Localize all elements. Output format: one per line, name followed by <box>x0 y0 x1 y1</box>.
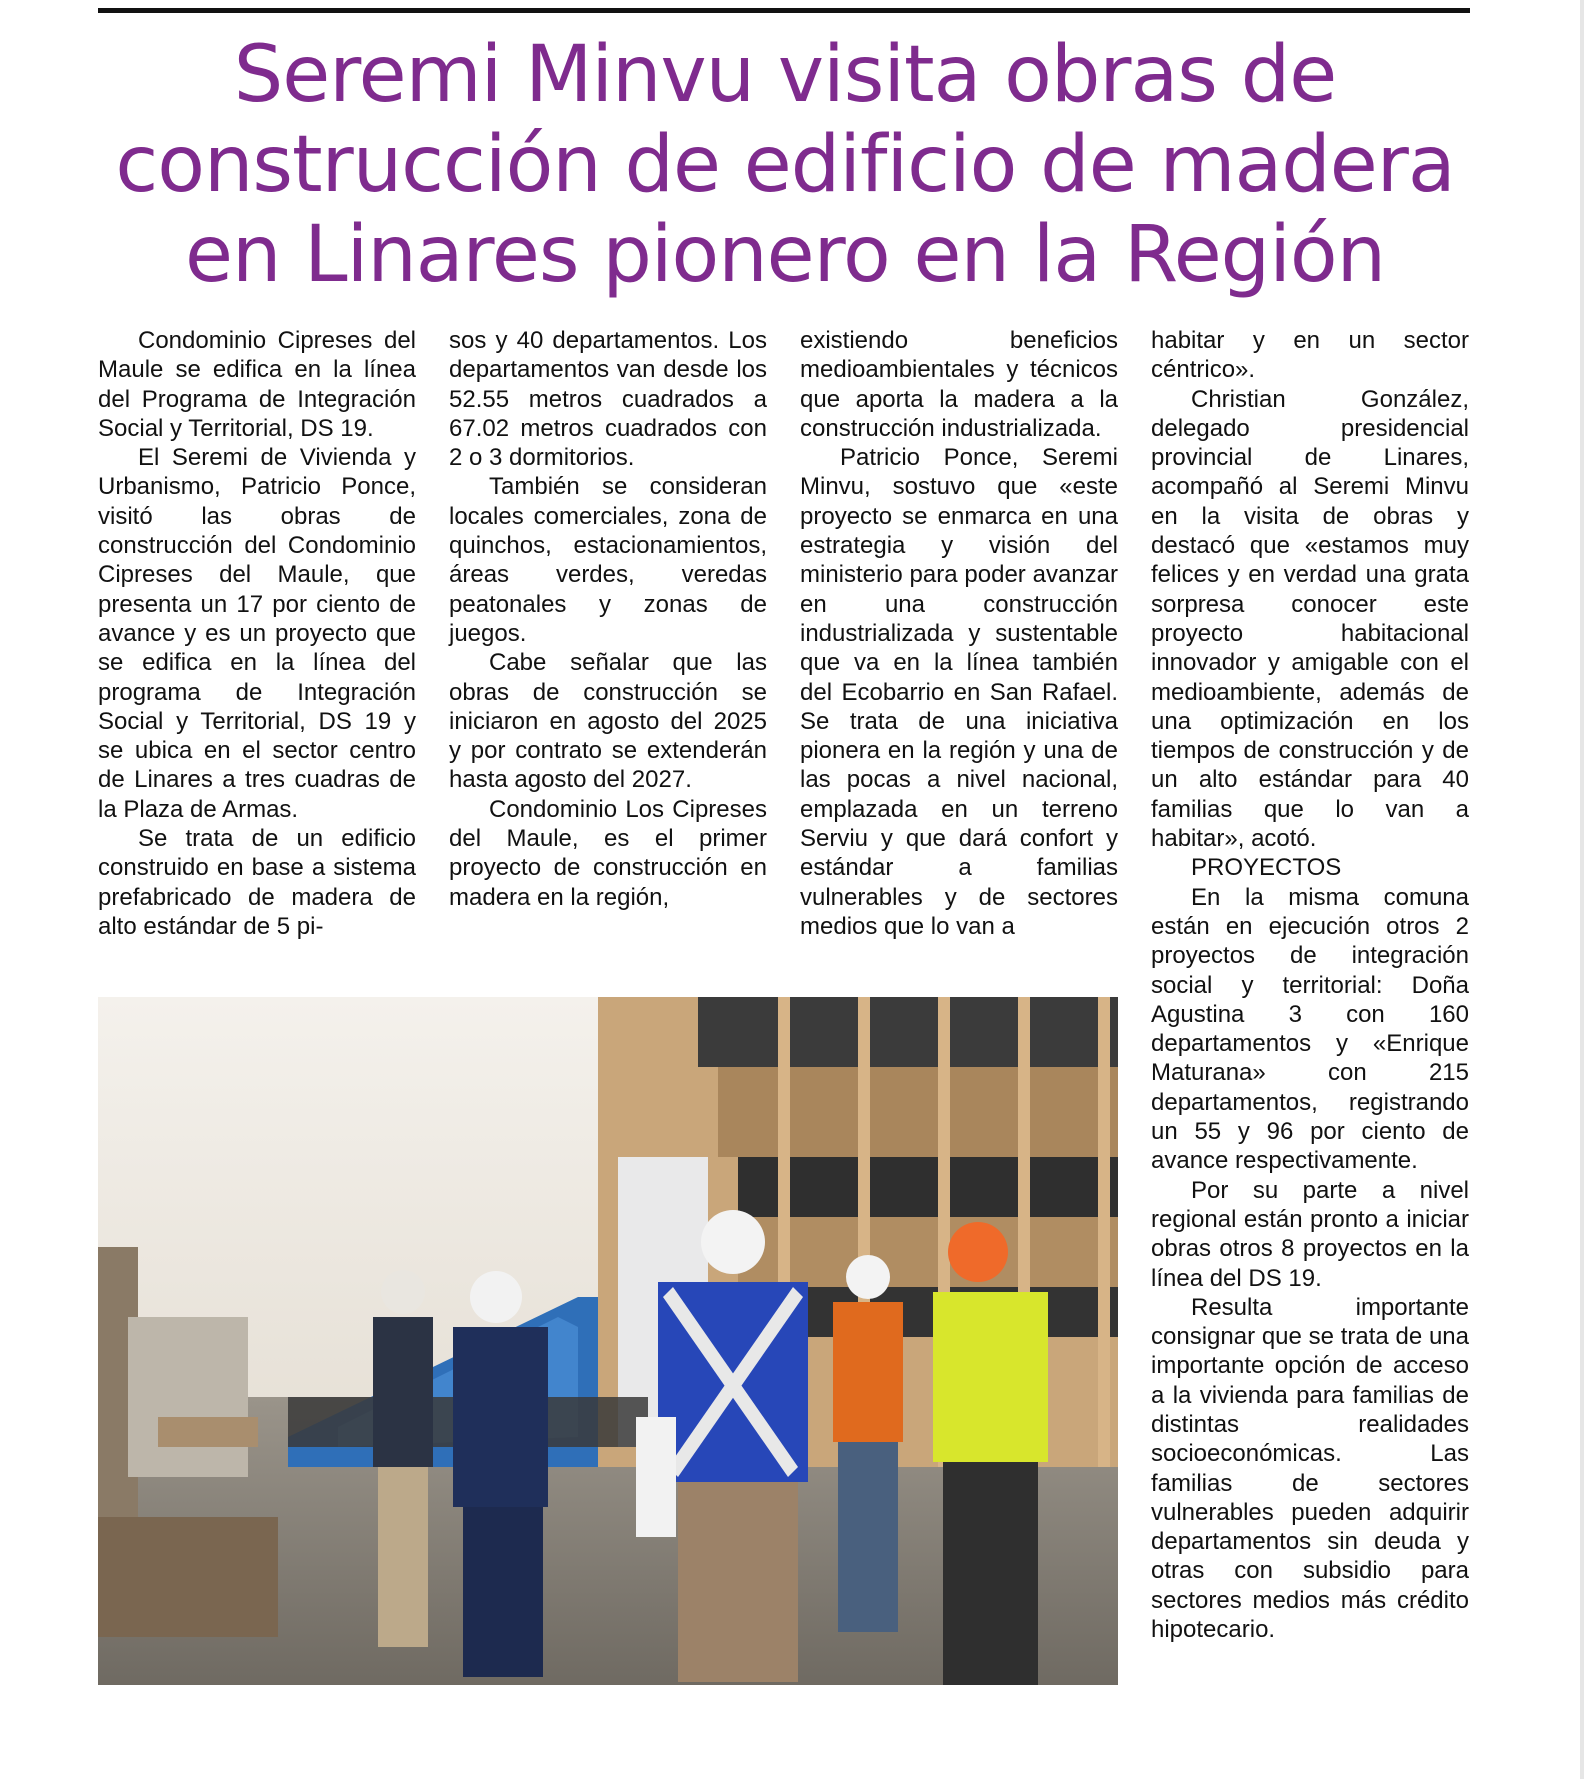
paragraph: El Seremi de Vivienda y Urbanismo, Patricio Ponce, visitó las obras de construcción del Condominio Cipreses del Maule, que presenta un 17 por ciento de avance y es un proyecto que se edifica en la línea del programa de Integración Social y Territorial, DS 19 y se ubica en el sector centro de Linares a tres cuadras de la Plaza de Armas. <box>98 444 416 823</box>
paragraph: Condominio Los Cipreses del Maule, es el primer proyecto de construcción en madera en la región, <box>449 795 767 911</box>
top-rule <box>98 8 1470 13</box>
paragraph: Por su parte a nivel regional están pronto a iniciar obras otros 8 proyectos en la línea del DS 19. <box>1151 1176 1469 1292</box>
paragraph: También se consideran locales comerciales, zona de quinchos, estacionamientos, áreas verdes, veredas peatonales y zonas de juegos. <box>449 473 767 647</box>
floor-slab-mid <box>738 1157 1118 1217</box>
paragraph: Se trata de un edificio construido en base a sistema prefabricado de madera de alto estándar de 5 pi- <box>98 825 416 940</box>
article-column-1 <box>98 326 416 941</box>
person-orange-vest <box>833 1255 903 1632</box>
paragraph: Patricio Ponce, Seremi Minvu, sostuvo que «este proyecto se enmarca en una estrategia y visión del ministerio para poder avanzar en una construcción industrializada y sustentable que va en la línea también del Ecobarrio en San Rafael. Se trata de una iniciativa pionera en la región y una de las pocas a nivel nacional, emplazada en un terreno Serviu y que dará confort y estándar a familias vulnerables y de sectores medios que lo van a <box>800 444 1118 940</box>
paragraph: sos y 40 departamentos. Los departamentos van desde los 52.55 metros cuadrados a 67.02 metros cuadrados con 2 o 3 dormitorios. <box>449 327 767 472</box>
wood-pile <box>98 1517 278 1637</box>
wood-board <box>158 1417 258 1447</box>
person-navy-suit <box>453 1271 548 1677</box>
paragraph: En la misma comuna están en ejecución otros 2 proyectos de integración social y territorial: Doña Agustina 3 con 160 departamentos y «Enrique Maturana» con 215 departamentos, registrando un 55 y 96 por ciento de avance respectivamente. <box>1151 883 1469 1175</box>
article-column-2 <box>449 326 767 912</box>
headline-line-3: en Linares pionero en la Región <box>184 210 1386 300</box>
construction-site-photo <box>98 997 1118 1685</box>
paragraph: Resulta importante consignar que se trata de una importante opción de acceso a la vivienda para familias de distintas realidades socioeconómicas. Las familias de sectores vulnerables pueden adquirir departamentos sin deuda y otras con subsidio para sectores medios más crédito hipotecario. <box>1151 1293 1469 1644</box>
paragraph: existiendo beneficios medioambientales y técnicos que aporta la madera a la construcción industrializada. <box>800 327 1118 442</box>
paragraph: habitar y en un sector céntrico». <box>1151 327 1469 384</box>
paragraph: Cabe señalar que las obras de construcción se iniciaron en agosto del 2025 y por contrato se extenderán hasta agosto del 2027. <box>449 649 767 794</box>
headline-line-2: construcción de edificio de madera <box>115 120 1455 210</box>
article-column-4 <box>1151 326 1469 1644</box>
floor-slab-top <box>698 997 1118 1067</box>
paragraph: Christian González, delegado presidencial provincial de Linares, acompañó al Seremi Minvu en la visita de obras y destacó que «estamos muy felices y en verdad una grata sorpresa conocer este proyecto habitacional innovador y amigable con el medioambiente, además de una optimización en los tiempos de construcción y de un alto estándar para 40 familias que lo van a habitar», acotó. <box>1151 385 1469 853</box>
headline <box>60 30 1510 300</box>
page-edge <box>1580 0 1584 1779</box>
headline-line-1: Seremi Minvu visita obras de <box>233 30 1337 120</box>
floor-beams-2 <box>738 1217 1118 1287</box>
person-left <box>373 1270 433 1647</box>
article-column-3 <box>800 326 1118 941</box>
paragraph: Condominio Cipreses del Maule se edifica en la línea del Programa de Integración Social y Territorial, DS 19. <box>98 327 416 442</box>
left-shed <box>128 1317 248 1477</box>
section-heading: PROYECTOS <box>1191 854 1342 882</box>
